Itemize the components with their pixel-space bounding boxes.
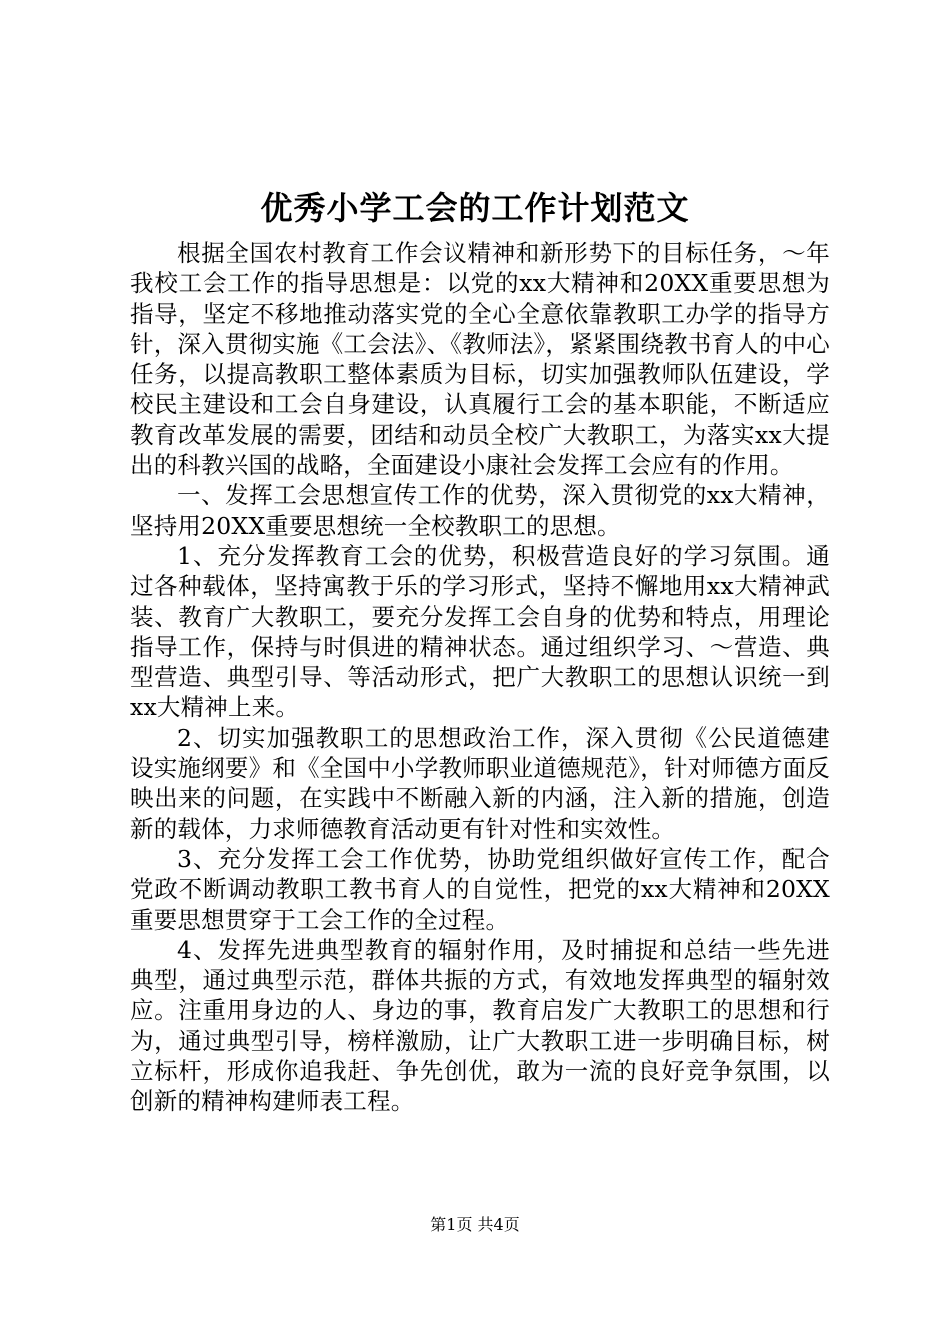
paragraph-guiding-thought: 根据全国农村教育工作会议精神和新形势下的目标任务，～年我校工会工作的指导思想是：以党的xx大精神和20XX重要思想为指导，坚定不移地推动落实党的全心全意依靠教职工办学的指导方针，深入贯彻实施《工会法》、《教师法》，紧紧围绕教书育人的中心任务，以提高教职工整体素质为目标，切实加强教师队伍建设，学校民主建设和工会自身建设，认真履行工会的基本职能，不断适应教育改革发展的需要，团结和动员全校广大教职工，为落实xx大提出的科教兴国的战略，全面建设小康社会发挥工会应有的作用。 <box>130 239 830 480</box>
paragraph-item-2: 2、切实加强教职工的思想政治工作，深入贯彻《公民道德建设实施纲要》和《全国中小学教师职业道德规范》，针对师德方面反映出来的问题，在实践中不断融入新的内涵，注入新的措施，创造新的载体，力求师德教育活动更有针对性和实效性。 <box>130 723 830 843</box>
paragraph-section-one: 一、发挥工会思想宣传工作的优势，深入贯彻党的xx大精神，坚持用20XX重要思想统一全校教职工的思想。 <box>130 481 830 540</box>
paragraph-item-3: 3、充分发挥工会工作优势，协助党组织做好宣传工作，配合党政不断调动教职工教书育人的自觉性，把党的xx大精神和20XX重要思想贯穿于工会工作的全过程。 <box>130 844 830 934</box>
paragraph-item-4: 4、发挥先进典型教育的辐射作用，及时捕捉和总结一些先进典型，通过典型示范，群体共振的方式，有效地发挥典型的辐射效应。注重用身边的人、身边的事，教育启发广大教职工的思想和行为，通过典型引导，榜样激励，让广大教职工进一步明确目标，树立标杆，形成你追我赶、争先创优，敢为一流的良好竞争氛围，以创新的精神构建师表工程。 <box>130 935 830 1116</box>
document-body <box>130 238 830 1117</box>
document-title: 优秀小学工会的工作计划范文 <box>260 189 690 227</box>
page-footer: 第1页 共4页 <box>430 1215 520 1234</box>
paragraph-item-1: 1、充分发挥教育工会的优势，积极营造良好的学习氛围。通过各种载体，坚持寓教于乐的学习形式，坚持不懈地用xx大精神武装、教育广大教职工，要充分发挥工会自身的优势和特点，用理论指导工作，保持与时俱进的精神状态。通过组织学习、～营造、典型营造、典型引导、等活动形式，把广大教职工的思想认识统一到xx大精神上来。 <box>130 541 830 722</box>
